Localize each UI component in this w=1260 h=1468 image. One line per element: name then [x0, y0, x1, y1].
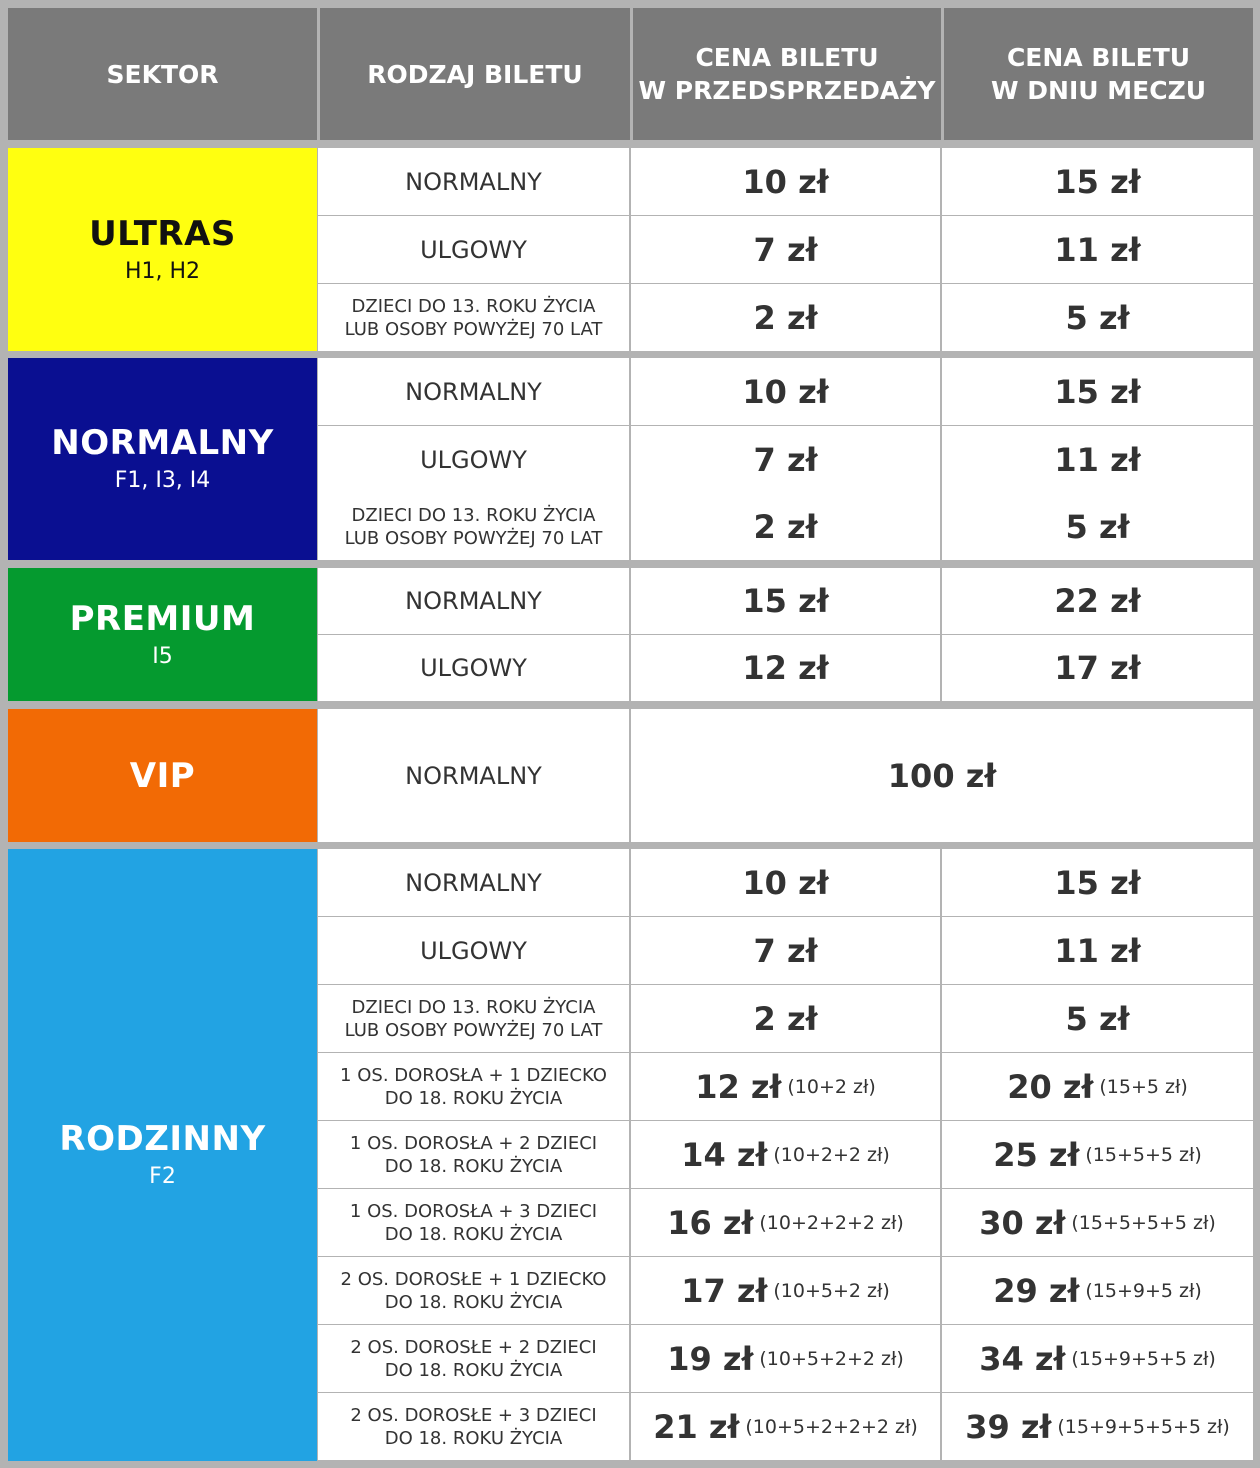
ticket-type-cell	[318, 1393, 629, 1460]
table-row	[318, 635, 1253, 701]
ticket-type-cell	[318, 284, 629, 351]
ticket-type-cell	[318, 148, 629, 215]
matchday-price-cell	[942, 985, 1253, 1052]
matchday-price: 11 zł	[1054, 230, 1141, 269]
cell-divider	[940, 1325, 942, 1392]
presale-price: 16 zł	[667, 1203, 754, 1242]
ticket-type-cell	[318, 1053, 629, 1120]
matchday-price-cell	[942, 284, 1253, 351]
table-row	[318, 1121, 1253, 1188]
ticket-type-cell	[318, 1121, 629, 1188]
ticket-type-cell	[318, 849, 629, 916]
matchday-price: 5 zł	[1065, 999, 1130, 1038]
matchday-price-cell	[942, 1325, 1253, 1392]
ticket-type-cell	[318, 917, 629, 984]
ticket-type-label: 1 OS. DOROSŁA + 3 DZIECI	[349, 1200, 598, 1222]
cell-divider	[940, 1121, 942, 1188]
sector-name: VIP	[129, 755, 196, 796]
sector-code: F1, I3, I4	[114, 468, 211, 493]
presale-price-breakdown: (10+2+2+2 zł)	[759, 1211, 904, 1234]
ticket-type-cell	[318, 985, 629, 1052]
sector-block-premium	[8, 568, 1253, 701]
matchday-price: 29 zł	[993, 1271, 1080, 1310]
cell-divider	[940, 1257, 942, 1324]
sector-block-vip	[8, 709, 1253, 842]
presale-price: 15 zł	[742, 582, 829, 620]
sector-name: PREMIUM	[69, 598, 256, 639]
cell-divider	[940, 1053, 942, 1120]
cell-divider	[940, 1393, 942, 1460]
matchday-price: 5 zł	[1065, 298, 1130, 337]
matchday-price: 39 zł	[965, 1407, 1052, 1446]
matchday-price: 11 zł	[1054, 931, 1141, 970]
presale-price-cell	[631, 1053, 940, 1120]
matchday-price-cell	[942, 635, 1253, 701]
matchday-price: 25 zł	[993, 1135, 1080, 1174]
sector-code: H1, H2	[124, 258, 201, 284]
presale-price-cell	[631, 358, 940, 425]
presale-price-breakdown: (10+5+2+2+2 zł)	[745, 1415, 918, 1438]
ticket-type-label: ULGOWY	[420, 936, 527, 965]
cell-divider	[940, 216, 942, 283]
ticket-type-label: 2 OS. DOROSŁE + 3 DZIECI	[350, 1404, 597, 1426]
matchday-price-breakdown: (15+9+5 zł)	[1085, 1279, 1202, 1302]
presale-price: 10 zł	[742, 372, 829, 411]
table-row	[318, 1257, 1253, 1324]
matchday-price-cell	[942, 148, 1253, 215]
matchday-price-cell	[942, 493, 1253, 560]
ticket-type-cell	[318, 216, 629, 283]
presale-price: 2 zł	[753, 298, 818, 337]
matchday-price-breakdown: (15+5+5+5 zł)	[1071, 1211, 1216, 1234]
table-row	[318, 148, 1253, 215]
presale-price: 2 zł	[753, 507, 818, 546]
header-divider	[317, 8, 320, 140]
presale-price: 7 zł	[753, 931, 818, 970]
presale-price: 7 zł	[753, 230, 818, 269]
header-matchday-price: CENA BILETU W DNIU MECZU	[991, 43, 1206, 105]
matchday-price: 34 zł	[979, 1339, 1066, 1378]
ticket-type-label: DZIECI DO 13. ROKU ŻYCIA	[351, 504, 596, 526]
presale-price-cell	[631, 284, 940, 351]
ticket-type-label: NORMALNY	[405, 587, 542, 615]
presale-price: 10 zł	[742, 162, 829, 201]
table-row	[318, 985, 1253, 1052]
ticket-type-label: 1 OS. DOROSŁA + 2 DZIECI	[349, 1132, 598, 1154]
presale-price: 2 zł	[753, 999, 818, 1038]
presale-price-cell	[631, 426, 940, 493]
presale-price-cell	[631, 568, 940, 634]
presale-price-cell	[631, 148, 940, 215]
ticket-type-label-line2: LUB OSOBY POWYŻEJ 70 LAT	[344, 1019, 603, 1041]
matchday-price-cell	[942, 1121, 1253, 1188]
presale-price: 12 zł	[742, 649, 829, 687]
cell-divider	[940, 1189, 942, 1256]
header-divider	[630, 8, 633, 140]
vip-price: 100 zł	[887, 756, 997, 795]
ticket-type-cell	[318, 635, 629, 701]
table-row	[318, 1393, 1253, 1460]
sector-cell-premium	[8, 568, 317, 701]
presale-price-cell	[631, 917, 940, 984]
cell-divider	[940, 917, 942, 984]
ticket-type-label: 2 OS. DOROSŁE + 1 DZIECKO	[340, 1268, 607, 1290]
sector-cell-ultras	[8, 148, 317, 351]
sector-name: RODZINNY	[59, 1119, 266, 1159]
presale-price: 17 zł	[681, 1271, 768, 1310]
table-row	[318, 917, 1253, 984]
sector-name: NORMALNY	[51, 423, 274, 463]
ticket-type-label: ULGOWY	[420, 235, 527, 264]
cell-divider	[940, 358, 942, 425]
ticket-type-cell	[318, 358, 629, 425]
ticket-type-label: 1 OS. DOROSŁA + 1 DZIECKO	[340, 1064, 607, 1086]
matchday-price: 15 zł	[1054, 863, 1141, 902]
sector-block-rodzinny	[8, 849, 1253, 1461]
presale-price-breakdown: (10+5+2 zł)	[773, 1279, 890, 1302]
sector-code: F2	[149, 1164, 176, 1189]
presale-price-cell	[631, 1189, 940, 1256]
cell-divider	[940, 849, 942, 916]
ticket-type-label: 2 OS. DOROSŁE + 2 DZIECI	[350, 1336, 597, 1358]
matchday-price-cell	[942, 1189, 1253, 1256]
sector-cell-vip	[8, 709, 317, 842]
cell-divider	[940, 284, 942, 351]
cell-divider	[940, 493, 942, 560]
ticket-type-cell	[318, 493, 629, 560]
presale-price-cell	[631, 216, 940, 283]
table-row	[318, 216, 1253, 283]
matchday-price-breakdown: (15+9+5+5+5 zł)	[1057, 1415, 1230, 1438]
header-divider	[941, 8, 944, 140]
header-sector: SEKTOR	[106, 59, 219, 89]
ticket-type-label-line2: DO 18. ROKU ŻYCIA	[384, 1291, 563, 1313]
matchday-price-breakdown: (15+5+5 zł)	[1085, 1143, 1202, 1166]
presale-price-cell	[631, 1257, 940, 1324]
ticket-type-label-line2: LUB OSOBY POWYŻEJ 70 LAT	[344, 318, 603, 340]
sector-cell-rodzinny	[8, 849, 317, 1461]
matchday-price-cell	[942, 917, 1253, 984]
header-presale-price: CENA BILETU W PRZEDSPRZEDAŻY	[638, 43, 936, 105]
sector-cell-normalny	[8, 358, 317, 560]
presale-price: 7 zł	[753, 440, 818, 479]
presale-price-breakdown: (10+5+2+2 zł)	[759, 1347, 904, 1370]
ticket-type-label-line2: DO 18. ROKU ŻYCIA	[384, 1223, 563, 1245]
table-row	[318, 426, 1253, 493]
matchday-price: 22 zł	[1054, 582, 1141, 620]
matchday-price-cell	[942, 1393, 1253, 1460]
ticket-type-label: NORMALNY	[405, 868, 542, 897]
matchday-price-cell	[942, 358, 1253, 425]
sector-name: ULTRAS	[89, 213, 236, 254]
presale-price: 21 zł	[653, 1407, 740, 1446]
matchday-price: 15 zł	[1054, 372, 1141, 411]
cell-divider	[940, 635, 942, 701]
ticket-type-label: ULGOWY	[420, 654, 527, 682]
presale-price-cell	[631, 1393, 940, 1460]
table-row	[318, 568, 1253, 634]
matchday-price-cell	[942, 1257, 1253, 1324]
ticket-type-cell	[318, 709, 629, 842]
ticket-type-label-line2: DO 18. ROKU ŻYCIA	[384, 1359, 563, 1381]
ticket-type-label: NORMALNY	[405, 761, 542, 790]
sector-code: I5	[152, 643, 173, 669]
table-row	[318, 1189, 1253, 1256]
ticket-type-label: DZIECI DO 13. ROKU ŻYCIA	[351, 996, 596, 1018]
table-row	[318, 358, 1253, 425]
table-row	[318, 709, 1253, 842]
matchday-price-cell	[942, 426, 1253, 493]
ticket-type-label: ULGOWY	[420, 445, 527, 474]
ticket-type-cell	[318, 1325, 629, 1392]
presale-price-cell	[631, 985, 940, 1052]
matchday-price: 17 zł	[1054, 649, 1141, 687]
presale-price: 12 zł	[695, 1067, 782, 1106]
header-ticket-type: RODZAJ BILETU	[367, 59, 583, 89]
ticket-type-label: DZIECI DO 13. ROKU ŻYCIA	[351, 295, 596, 317]
ticket-type-label: NORMALNY	[405, 167, 542, 196]
cell-divider	[940, 148, 942, 215]
cell-divider	[940, 426, 942, 493]
presale-price: 10 zł	[742, 863, 829, 902]
ticket-type-cell	[318, 426, 629, 493]
ticket-type-label-line2: LUB OSOBY POWYŻEJ 70 LAT	[344, 527, 603, 549]
matchday-price: 20 zł	[1007, 1067, 1094, 1106]
sector-block-normalny	[8, 358, 1253, 560]
presale-price-breakdown: (10+2 zł)	[787, 1075, 876, 1098]
matchday-price-breakdown: (15+5 zł)	[1099, 1075, 1188, 1098]
sector-block-ultras	[8, 148, 1253, 351]
matchday-price-cell	[942, 849, 1253, 916]
presale-price-breakdown: (10+2+2 zł)	[773, 1143, 890, 1166]
ticket-type-label: NORMALNY	[405, 377, 542, 406]
ticket-type-label-line2: DO 18. ROKU ŻYCIA	[384, 1427, 563, 1449]
presale-price-cell	[631, 1121, 940, 1188]
presale-price-cell	[631, 493, 940, 560]
table-header	[8, 8, 1253, 140]
presale-price-cell	[631, 849, 940, 916]
ticket-type-label-line2: DO 18. ROKU ŻYCIA	[384, 1155, 563, 1177]
matchday-price-cell	[942, 1053, 1253, 1120]
ticket-type-cell	[318, 1257, 629, 1324]
table-row	[318, 1053, 1253, 1120]
matchday-price-cell	[942, 568, 1253, 634]
ticket-type-cell	[318, 568, 629, 634]
matchday-price: 15 zł	[1054, 162, 1141, 201]
presale-price: 14 zł	[681, 1135, 768, 1174]
ticket-type-label-line2: DO 18. ROKU ŻYCIA	[384, 1087, 563, 1109]
cell-divider	[940, 568, 942, 634]
matchday-price: 11 zł	[1054, 440, 1141, 479]
matchday-price: 5 zł	[1065, 507, 1130, 546]
presale-price-cell	[631, 1325, 940, 1392]
table-row	[318, 284, 1253, 351]
matchday-price-cell	[942, 216, 1253, 283]
table-row	[318, 849, 1253, 916]
matchday-price-breakdown: (15+9+5+5 zł)	[1071, 1347, 1216, 1370]
table-row	[318, 1325, 1253, 1392]
table-row	[318, 493, 1253, 560]
ticket-type-cell	[318, 1189, 629, 1256]
presale-price: 19 zł	[667, 1339, 754, 1378]
matchday-price: 30 zł	[979, 1203, 1066, 1242]
presale-price-cell	[631, 635, 940, 701]
cell-divider	[940, 985, 942, 1052]
